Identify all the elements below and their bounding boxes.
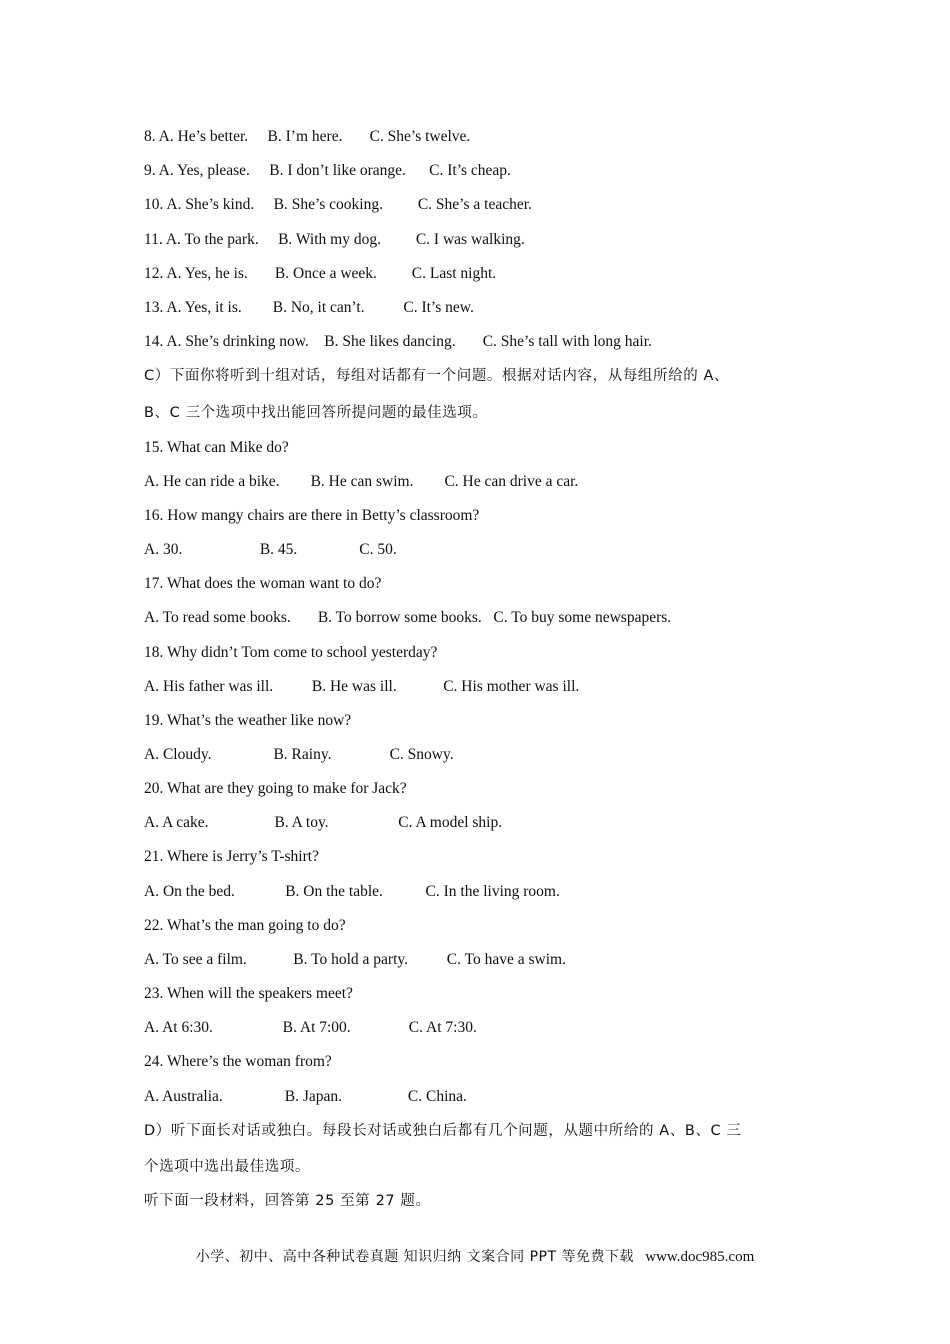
options-21: A. On the bed. B. On the table. C. In the living room.: [144, 883, 560, 900]
question-17: 17. What does the woman want to do?: [144, 575, 382, 592]
page-footer: [0, 1246, 950, 1266]
options-15: A. He can ride a bike. B. He can swim. C. He can drive a car.: [144, 473, 579, 490]
options-23: A. At 6:30. B. At 7:00. C. At 7:30.: [144, 1019, 477, 1036]
question-22: 22. What’s the man going to do?: [144, 917, 346, 934]
options-24: A. Australia. B. Japan. C. China.: [144, 1088, 467, 1105]
question-21: 21. Where is Jerry’s T-shirt?: [144, 848, 319, 865]
options-22: A. To see a film. B. To hold a party. C. To have a swim.: [144, 951, 566, 968]
options-18: A. His father was ill. B. He was ill. C. His mother was ill.: [144, 678, 580, 695]
line-q10: 10. A. She’s kind. B. She’s cooking. C. She’s a teacher.: [144, 196, 532, 213]
question-23: 23. When will the speakers meet?: [144, 985, 353, 1002]
section-c-instruction-1: C）下面你将听到十组对话，每组对话都有一个问题。根据对话内容，从每组所给的 A、: [144, 368, 730, 384]
question-20: 20. What are they going to make for Jack?: [144, 780, 407, 797]
line-q13: 13. A. Yes, it is. B. No, it can’t. C. It’s new.: [144, 299, 474, 316]
question-24: 24. Where’s the woman from?: [144, 1053, 332, 1070]
question-16: 16. How mangy chairs are there in Betty’s classroom?: [144, 507, 480, 524]
options-16: A. 30. B. 45. C. 50.: [144, 541, 397, 558]
line-q12: 12. A. Yes, he is. B. Once a week. C. Last night.: [144, 265, 497, 282]
options-17: A. To read some books. B. To borrow some books. C. To buy some newspapers.: [144, 609, 672, 626]
options-20: A. A cake. B. A toy. C. A model ship.: [144, 814, 503, 831]
line-q11: 11. A. To the park. B. With my dog. C. I was walking.: [144, 231, 525, 248]
footer-url: www.doc985.com: [645, 1249, 755, 1265]
line-q9: 9. A. Yes, please. B. I don’t like orange. C. It’s cheap.: [144, 162, 511, 179]
question-18: 18. Why didn’t Tom come to school yesterday?: [144, 644, 438, 661]
section-d-instruction-2: 个选项中选出最佳选项。: [144, 1159, 311, 1175]
options-19: A. Cloudy. B. Rainy. C. Snowy.: [144, 746, 454, 763]
section-c-instruction-2: B、C 三个选项中找出能回答所提问题的最佳选项。: [144, 405, 488, 421]
section-d-material-note: 听下面一段材料，回答第 25 至第 27 题。: [144, 1193, 431, 1209]
line-q14: 14. A. She’s drinking now. B. She likes dancing. C. She’s tall with long hair.: [144, 333, 652, 350]
question-19: 19. What’s the weather like now?: [144, 712, 352, 729]
question-15: 15. What can Mike do?: [144, 439, 289, 456]
line-q8: 8. A. He’s better. B. I’m here. C. She’s twelve.: [144, 128, 471, 145]
footer-text: 小学、初中、高中各种试卷真题 知识归纳 文案合同 PPT 等免费下载: [195, 1249, 634, 1265]
section-d-instruction-1: D）听下面长对话或独白。每段长对话或独白后都有几个问题，从题中所给的 A、B、C 三: [144, 1123, 742, 1139]
